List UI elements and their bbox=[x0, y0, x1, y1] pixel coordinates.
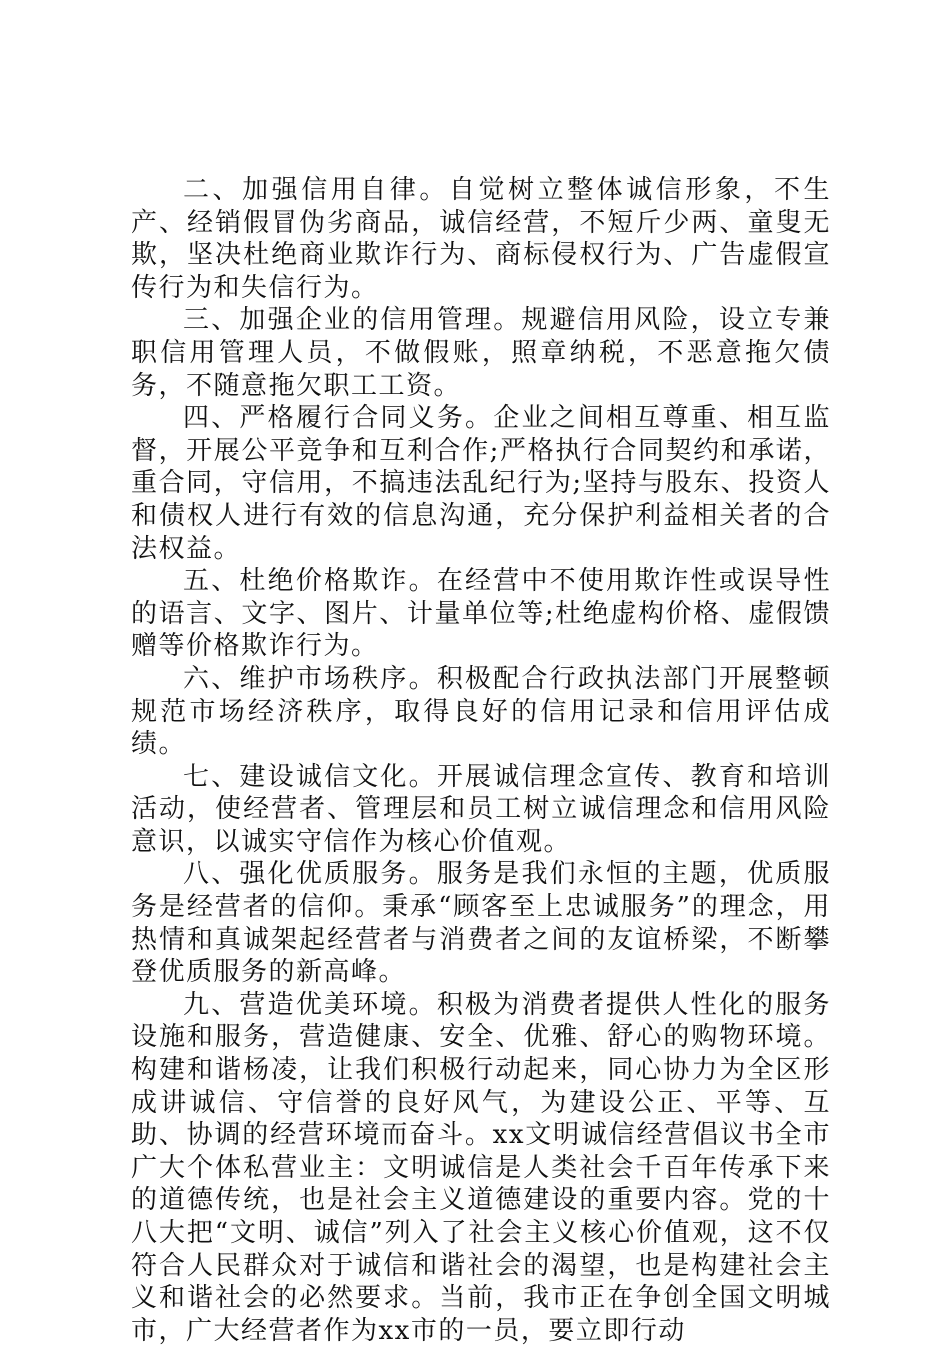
paragraph-7-integrity-culture: 七、建设诚信文化。开展诚信理念宣传、教育和培训活动，使经营者、管理层和员工树立诚信理念和信用风险意识，以诚实守信作为核心价值观。 bbox=[131, 761, 831, 857]
paragraph-9-environment: 九、营造优美环境。积极为消费者提供人性化的服务设施和服务，营造健康、安全、优雅、舒心的购物环境。构建和谐杨凌，让我们积极行动起来，同心协力为全区形成讲诚信、守信誉的良好风气，为建设公正、平等、互助、协调的经营环境而奋斗。xx文明诚信经营倡议书全市广大个体私营业主：文明诚信是人类社会千百年传承下来的道德传统，也是社会主义道德建设的重要内容。党的十八大把“文明、诚信”列入了社会主义核心价值观，这不仅符合人民群众对于诚信和谐社会的渴望，也是构建社会主义和谐社会的必然要求。当前，我市正在争创全国文明城市，广大经营者作为xx市的一员，要立即行动 bbox=[131, 989, 831, 1346]
paragraph-4-contract-obligations: 四、严格履行合同义务。企业之间相互尊重、相互监督，开展公平竞争和互利合作;严格执行合同契约和承诺，重合同，守信用，不搞违法乱纪行为;坚持与股东、投资人和债权人进行有效的信息沟通，充分保护利益相关者的合法权益。 bbox=[131, 403, 831, 564]
paragraph-5-price-fraud: 五、杜绝价格欺诈。在经营中不使用欺诈性或误导性的语言、文字、图片、计量单位等;杜绝虚构价格、虚假馈赠等价格欺诈行为。 bbox=[131, 566, 831, 662]
paragraph-8-quality-service: 八、强化优质服务。服务是我们永恒的主题，优质服务是经营者的信仰。秉承“顾客至上忠诚服务”的理念，用热情和真诚架起经营者与消费者之间的友谊桥梁，不断攀登优质服务的新高峰。 bbox=[131, 859, 831, 988]
document-body bbox=[131, 174, 831, 1347]
paragraph-6-market-order: 六、维护市场秩序。积极配合行政执法部门开展整顿规范市场经济秩序，取得良好的信用记录和信用评估成绩。 bbox=[131, 663, 831, 760]
paragraph-2-credit-self-discipline: 二、加强信用自律。自觉树立整体诚信形象，不生产、经销假冒伪劣商品，诚信经营，不短斤少两、童叟无欺，坚决杜绝商业欺诈行为、商标侵权行为、广告虚假宣传行为和失信行为。 bbox=[131, 175, 831, 303]
paragraph-3-credit-management: 三、加强企业的信用管理。规避信用风险，设立专兼职信用管理人员，不做假账，照章纳税，不恶意拖欠债务，不随意拖欠职工工资。 bbox=[131, 305, 831, 401]
